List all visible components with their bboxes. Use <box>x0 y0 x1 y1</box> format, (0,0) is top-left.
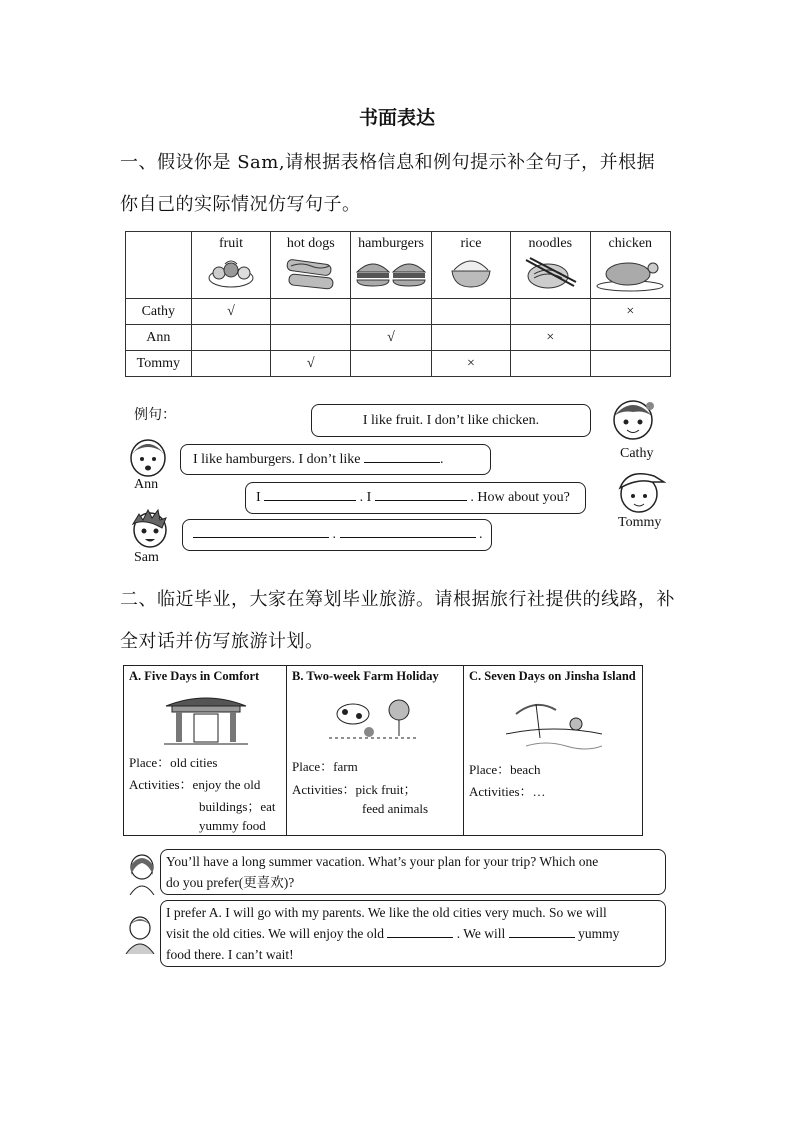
student-line-2c: yummy <box>578 926 620 941</box>
person-cell: Cathy <box>126 299 192 325</box>
trip-b-activities-2: feed animals <box>362 801 429 816</box>
roast-chicken-icon <box>595 256 665 292</box>
enjoy-blank[interactable] <box>387 925 453 938</box>
tommy-dislike-blank[interactable] <box>375 488 467 501</box>
food-header-hot-dogs <box>271 232 351 299</box>
trip-c-activities-1: Activities：… <box>469 784 546 799</box>
trip-b-place: Place：farm <box>292 759 358 774</box>
food-name: hot dogs <box>286 236 335 251</box>
sam-like-blank[interactable] <box>193 525 329 538</box>
tommy-avatar-icon <box>612 466 666 516</box>
mark-cell: × <box>511 325 591 351</box>
island-beach-icon <box>506 694 602 752</box>
fruit-icon <box>201 256 261 292</box>
noodles-icon <box>522 256 578 292</box>
question-1-line-1: 一、假设你是 Sam,请根据表格信息和例句提示补全句子，并根据 <box>120 152 656 173</box>
mark-cell <box>431 325 510 351</box>
ancient-gate-icon <box>164 692 248 746</box>
student-line-2b: . We will <box>456 926 506 941</box>
mark-cell: × <box>590 299 670 325</box>
sam-speech-bubble: . . <box>182 519 492 551</box>
page-title: 书面表达 <box>358 107 435 129</box>
teacher-line-2: do you prefer(更喜欢)? <box>166 875 295 890</box>
food-name: hamburgers <box>358 236 424 251</box>
rice-bowl-icon <box>446 256 496 292</box>
food-name: chicken <box>608 236 653 251</box>
mark-cell <box>271 299 351 325</box>
person-cell: Ann <box>126 325 192 351</box>
teacher-dialog-bubble <box>160 849 666 895</box>
cathy-avatar-icon <box>606 394 660 444</box>
trip-option-a <box>124 666 286 835</box>
trip-b-title: B. Two-week Farm Holiday <box>292 669 439 683</box>
table-row <box>126 351 671 377</box>
trip-options-table <box>123 665 643 836</box>
mark-cell <box>590 351 670 377</box>
question-2-line-1: 二、临近毕业，大家在筹划毕业旅游。请根据旅行社提供的线路，补 <box>120 589 675 610</box>
trip-option-b <box>286 666 464 835</box>
tommy-like-blank[interactable] <box>264 488 356 501</box>
table-row <box>126 325 671 351</box>
food-header-fruit <box>191 232 271 299</box>
ann-speech-bubble: I like hamburgers. I don’t like . <box>180 444 491 475</box>
trip-c-title: C. Seven Days on Jinsha Island <box>469 669 636 683</box>
hamburger-icon <box>353 256 429 292</box>
ann-sentence: I like hamburgers. I don’t like <box>193 452 361 467</box>
trip-a-place: Place：old cities <box>129 755 218 770</box>
food-name: fruit <box>218 236 244 251</box>
student-line-3: food there. I can’t wait! <box>166 947 294 962</box>
trip-a-activities-1: Activities：enjoy the old <box>129 777 261 792</box>
cathy-sentence: I like fruit. I don’t like chicken. <box>362 413 540 428</box>
trip-a-title: A. Five Days in Comfort <box>129 669 260 683</box>
trip-a-activities-3: yummy food <box>199 818 266 833</box>
farm-scene-icon <box>329 696 419 748</box>
will-blank[interactable] <box>509 925 575 938</box>
mark-cell <box>431 299 510 325</box>
mark-cell <box>191 325 271 351</box>
food-header-chicken <box>590 232 670 299</box>
cathy-name: Cathy <box>620 446 654 461</box>
sam-name: Sam <box>134 550 159 565</box>
tommy-name: Tommy <box>618 515 662 530</box>
example-label: 例句： <box>134 407 176 423</box>
mark-cell <box>191 351 271 377</box>
teacher-line-1: You’ll have a long summer vacation. What’s your plan for your trip? Which one <box>166 854 599 869</box>
food-header-hamburgers <box>351 232 432 299</box>
student-line-2 <box>166 923 660 944</box>
trip-c-place: Place：beach <box>469 762 541 777</box>
teacher-avatar-icon <box>124 851 160 895</box>
sam-dislike-blank[interactable] <box>340 525 476 538</box>
trip-b-activities-1: Activities：pick fruit； <box>292 782 417 797</box>
mark-cell <box>590 325 670 351</box>
table-row <box>126 299 671 325</box>
mark-cell <box>351 299 432 325</box>
tommy-i-text: I <box>256 490 261 505</box>
mark-cell <box>271 325 351 351</box>
person-cell: Tommy <box>126 351 192 377</box>
ann-name: Ann <box>134 477 159 492</box>
cathy-speech-bubble <box>311 404 591 437</box>
ann-avatar-icon <box>126 437 170 477</box>
food-header-rice <box>431 232 510 299</box>
sam-avatar-icon <box>128 506 172 550</box>
food-preference-table <box>125 231 671 377</box>
mark-cell <box>511 299 591 325</box>
question-1-line-2: 你自己的实际情况仿写句子。 <box>120 194 361 215</box>
mark-cell <box>511 351 591 377</box>
hot-dog-icon <box>281 256 341 292</box>
mark-cell: √ <box>271 351 351 377</box>
mark-cell <box>351 351 432 377</box>
question-2-line-2: 全对话并仿写旅游计划。 <box>120 631 324 652</box>
trip-option-c <box>463 666 642 835</box>
tommy-speech-bubble <box>245 482 586 514</box>
food-header-noodles <box>511 232 591 299</box>
tommy-i2-text: . I <box>359 490 372 505</box>
trip-a-activities-2: buildings；eat <box>199 799 276 814</box>
tommy-question: . How about you? <box>470 490 570 505</box>
corner-cell <box>126 232 192 299</box>
mark-cell: √ <box>351 325 432 351</box>
mark-cell: √ <box>191 299 271 325</box>
girl-avatar-icon <box>122 914 160 954</box>
student-line-2a: visit the old cities. We will enjoy the old <box>166 926 385 941</box>
ann-answer-blank[interactable] <box>364 450 440 463</box>
student-line-1: I prefer A. I will go with my parents. We like the old cities very much. So we will <box>166 905 607 920</box>
food-header-row <box>126 232 671 299</box>
student-dialog-bubble <box>160 900 666 967</box>
food-name: rice <box>460 236 482 251</box>
mark-cell: × <box>431 351 510 377</box>
food-name: noodles <box>528 236 573 251</box>
